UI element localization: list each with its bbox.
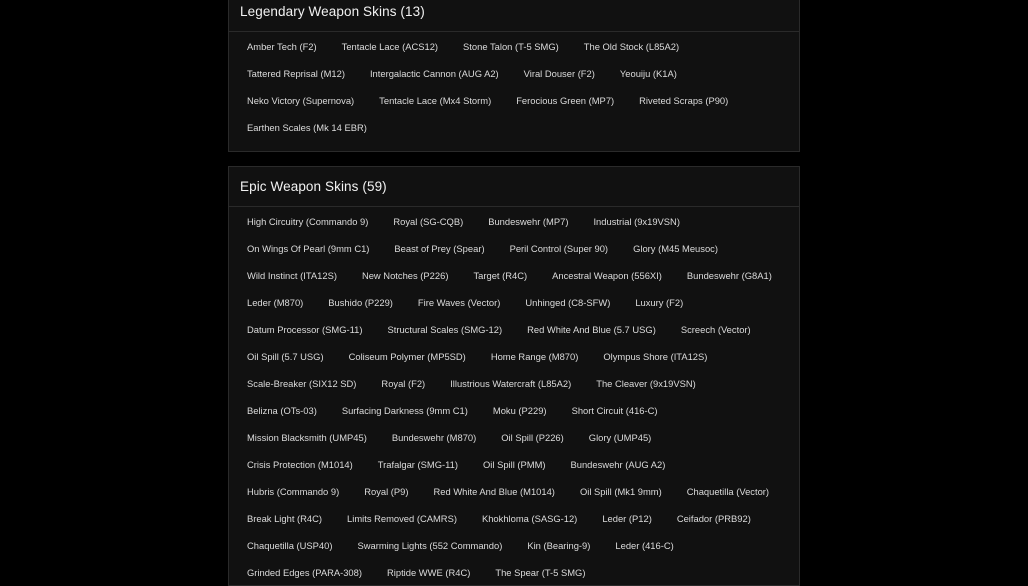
skin-item[interactable]: The Spear (T-5 SMG)	[495, 567, 586, 578]
skin-item[interactable]: Ancestral Weapon (556XI)	[552, 270, 662, 281]
skin-item[interactable]: Oil Spill (P226)	[501, 432, 564, 443]
skin-item[interactable]: Royal (F2)	[381, 378, 426, 389]
skin-item[interactable]: Earthen Scales (Mk 14 EBR)	[247, 122, 367, 133]
skin-item[interactable]: Bundeswehr (AUG A2)	[570, 459, 666, 470]
skin-item[interactable]: Red White And Blue (M1014)	[433, 486, 555, 497]
skin-item[interactable]: The Old Stock (L85A2)	[583, 41, 680, 52]
skin-item[interactable]: High Circuitry (Commando 9)	[247, 216, 369, 227]
skin-item[interactable]: The Cleaver (9x19VSN)	[596, 378, 696, 389]
skin-item[interactable]: Belizna (OTs-03)	[247, 405, 317, 416]
skin-item[interactable]: Bundeswehr (G8A1)	[686, 270, 772, 281]
legendary-skins-panel	[228, 0, 800, 152]
epic-skins-panel	[228, 166, 800, 586]
skin-item[interactable]: Moku (P229)	[492, 405, 547, 416]
skin-item[interactable]: Tentacle Lace (ACS12)	[341, 41, 439, 52]
skin-item[interactable]: Chaquetilla (USP40)	[247, 540, 333, 551]
skin-item[interactable]: Royal (P9)	[364, 486, 409, 497]
skin-item[interactable]: Tentacle Lace (Mx4 Storm)	[379, 95, 492, 106]
skin-item[interactable]: Bundeswehr (MP7)	[488, 216, 569, 227]
skin-item[interactable]: Olympus Shore (ITA12S)	[603, 351, 708, 362]
skin-item[interactable]: Short Circuit (416-C)	[571, 405, 658, 416]
skin-item[interactable]: Leder (M870)	[247, 297, 304, 308]
skin-item[interactable]: Home Range (M870)	[490, 351, 579, 362]
skin-item[interactable]: Royal (SG-CQB)	[393, 216, 464, 227]
skin-item[interactable]: Grinded Edges (PARA-308)	[247, 567, 362, 578]
skin-item[interactable]: Leder (P12)	[602, 513, 652, 524]
skin-item[interactable]: Luxury (F2)	[635, 297, 684, 308]
skin-item[interactable]: Surfacing Darkness (9mm C1)	[341, 405, 468, 416]
skin-item[interactable]: Oil Spill (Mk1 9mm)	[579, 486, 662, 497]
skin-list	[229, 207, 799, 582]
skin-item[interactable]: Peril Control (Super 90)	[509, 243, 609, 254]
skin-item[interactable]: Intergalactic Cannon (AUG A2)	[369, 68, 499, 79]
skin-item[interactable]: Target (R4C)	[473, 270, 528, 281]
skin-item[interactable]: Riveted Scraps (P90)	[639, 95, 729, 106]
skin-item[interactable]: Khokhloma (SASG-12)	[481, 513, 578, 524]
skin-item[interactable]: Coliseum Polymer (MP5SD)	[348, 351, 466, 362]
skin-item[interactable]: Mission Blacksmith (UMP45)	[247, 432, 367, 443]
skin-item[interactable]: Structural Scales (SMG-12)	[387, 324, 503, 335]
skin-list	[229, 32, 799, 137]
skin-item[interactable]: Chaquetilla (Vector)	[686, 486, 770, 497]
skin-item[interactable]: Bushido (P229)	[328, 297, 393, 308]
skin-item[interactable]: Scale-Breaker (SIX12 SD)	[247, 378, 357, 389]
skin-item[interactable]: Bundeswehr (M870)	[391, 432, 477, 443]
skin-item[interactable]: Kin (Bearing-9)	[527, 540, 591, 551]
skin-item[interactable]: Trafalgar (SMG-11)	[377, 459, 458, 470]
skin-item[interactable]: Screech (Vector)	[680, 324, 751, 335]
section-title: Legendary Weapon Skins (13)	[229, 0, 799, 32]
skin-item[interactable]: Oil Spill (5.7 USG)	[247, 351, 324, 362]
skin-item[interactable]: Glory (M45 Meusoc)	[633, 243, 718, 254]
skin-item[interactable]: Hubris (Commando 9)	[247, 486, 340, 497]
skin-item[interactable]: On Wings Of Pearl (9mm C1)	[247, 243, 370, 254]
skin-item[interactable]: Illustrious Watercraft (L85A2)	[450, 378, 572, 389]
skin-item[interactable]: Amber Tech (F2)	[247, 41, 317, 52]
skin-item[interactable]: Wild Instinct (ITA12S)	[247, 270, 337, 281]
skin-item[interactable]: Oil Spill (PMM)	[483, 459, 546, 470]
skin-item[interactable]: Industrial (9x19VSN)	[593, 216, 680, 227]
skin-item[interactable]: Break Light (R4C)	[247, 513, 323, 524]
skin-item[interactable]: Riptide WWE (R4C)	[387, 567, 471, 578]
skin-item[interactable]: Viral Douser (F2)	[523, 68, 595, 79]
skin-item[interactable]: Glory (UMP45)	[588, 432, 652, 443]
skin-item[interactable]: Beast of Prey (Spear)	[394, 243, 485, 254]
skin-item[interactable]: Ceifador (PRB92)	[676, 513, 751, 524]
skin-item[interactable]: Stone Talon (T-5 SMG)	[463, 41, 559, 52]
skin-item[interactable]: Red White And Blue (5.7 USG)	[527, 324, 656, 335]
skin-item[interactable]: Unhinged (C8-SFW)	[525, 297, 611, 308]
skin-item[interactable]: New Notches (P226)	[361, 270, 449, 281]
skin-item[interactable]: Neko Victory (Supernova)	[247, 95, 355, 106]
skin-item[interactable]: Yeouiju (K1A)	[619, 68, 677, 79]
skin-item[interactable]: Ferocious Green (MP7)	[516, 95, 615, 106]
skin-item[interactable]: Tattered Reprisal (M12)	[247, 68, 345, 79]
section-title: Epic Weapon Skins (59)	[229, 167, 799, 207]
skin-item[interactable]: Crisis Protection (M1014)	[247, 459, 353, 470]
skin-item[interactable]: Limits Removed (CAMRS)	[347, 513, 457, 524]
skin-item[interactable]: Swarming Lights (552 Commando)	[357, 540, 503, 551]
skin-item[interactable]: Datum Processor (SMG-11)	[247, 324, 363, 335]
skin-item[interactable]: Leder (416-C)	[615, 540, 674, 551]
skin-item[interactable]: Fire Waves (Vector)	[417, 297, 501, 308]
